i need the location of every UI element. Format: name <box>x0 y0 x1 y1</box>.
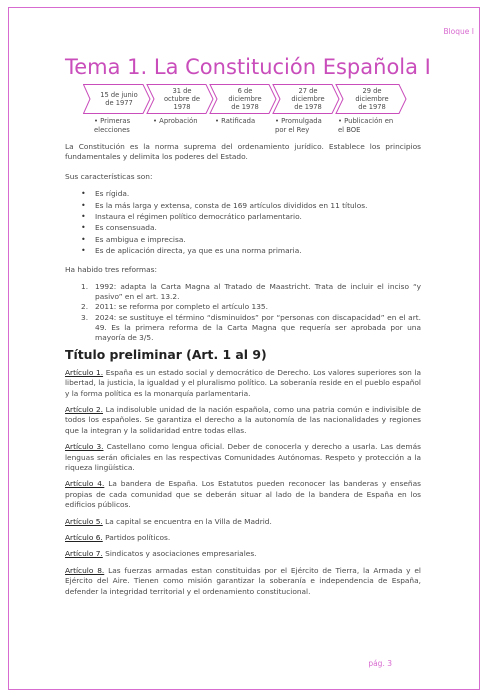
timeline-date-2-line: 1978 <box>173 103 191 111</box>
content <box>65 142 421 603</box>
article-label: Artículo 8. <box>65 565 105 575</box>
article-paragraph <box>65 517 421 527</box>
article-text: La indisoluble unidad de la nación española, como una patria común e indivisible de todos los españoles. Se garantiza el derecho a la autonomía de las nacionalidades y regiones que la integran y la solidaridad entre todas ellas. <box>65 404 421 435</box>
article-paragraph <box>65 405 421 436</box>
page-title: Tema 1. La Constitución Española I <box>65 55 431 79</box>
article-text: La bandera de España. Los Estatutos pueden reconocer las banderas y enseñas propias de cada comunidad que se deberán situar al lado de la bandera de España en los edificios públicos. <box>65 479 421 510</box>
reform-item <box>81 282 421 302</box>
reform-text: 2024: se sustituye el término “disminuidos” por “personas con discapacidad” en el art. 49. Es la primera reforma de la Carta Magna que requería ser aprobada por una mayoría de 3/5. <box>95 312 421 343</box>
timeline-event-3-line: • Ratificada <box>215 117 256 125</box>
article-text: Las fuerzas armadas estan constituidas por el Ejército de Tierra, la Armada y el Ejército del Aire. Tienen como misión garantizar la soberanía e independencia de España, defender la integridad territorial y el ordenamiento constitucional. <box>65 565 421 596</box>
reforms-title: Ha habido tres reformas: <box>65 264 157 274</box>
reform-text: 2011: se reforma por completo el artículo 135. <box>95 302 268 312</box>
article-paragraph <box>65 533 421 543</box>
article-label: Artículo 2. <box>65 404 103 414</box>
article-paragraph <box>65 566 421 597</box>
reform-item <box>81 302 421 312</box>
section-header: Bloque I <box>443 27 474 36</box>
timeline-date-3-line: 6 de <box>237 87 253 95</box>
list-item: • Es de aplicación directa, ya que es una norma primaria. <box>81 245 421 256</box>
article-label: Artículo 1. <box>65 367 104 377</box>
timeline-event-2 <box>153 117 198 126</box>
page-number: pág. 3 <box>368 659 392 668</box>
reform-text: 1992: adapta la Carta Magna al Tratado de Maastricht. Trata de incluir el inciso “y pasivo” en el art. 13.2. <box>95 282 421 302</box>
timeline-date-4 <box>280 84 336 114</box>
timeline-date-4-line: de 1978 <box>294 103 322 111</box>
article-text: La capital se encuentra en la Villa de Madrid. <box>102 516 272 526</box>
timeline-date-2-line: 31 de <box>172 87 192 95</box>
reform-number: 3. <box>81 312 89 322</box>
timeline-date-3-line: de 1978 <box>231 103 259 111</box>
timeline-event-3 <box>215 117 255 126</box>
timeline-event-2-line: • Aprobación <box>153 117 198 125</box>
timeline-event-5-line: el BOE <box>338 125 361 134</box>
timeline-event-4-line: • Promulgada <box>275 117 322 125</box>
article-text: España es un estado social y democrático de Derecho. Los valores superiores son la libertad, la justicia, la igualdad y el pluralismo político. La soberanía reside en el pueblo español y la forma política es la monarquía parlamentaria. <box>65 367 421 398</box>
intro-paragraph: La Constitución es la norma suprema del ordenamiento jurídico. Establece los principios fundamentales y delimita los poderes del Estado. <box>65 142 421 162</box>
article-label: Artículo 7. <box>65 549 103 559</box>
timeline-event-1 <box>94 117 130 134</box>
article-label: Artículo 3. <box>65 442 104 452</box>
timeline <box>83 84 407 114</box>
list-item: • Es ambigua e imprecisa. <box>81 234 421 245</box>
reform-item <box>81 313 421 344</box>
timeline-event-5-line: • Publicación en <box>338 117 394 125</box>
reforms-list <box>81 282 421 343</box>
timeline-event-1-line: elecciones <box>94 125 130 134</box>
timeline-date-1-line: de 1977 <box>105 99 133 107</box>
timeline-date-1-line: 15 de junio <box>100 91 138 99</box>
timeline-event-1-line: • Primeras <box>94 117 131 125</box>
timeline-date-1 <box>91 84 147 114</box>
timeline-event-5 <box>338 117 393 134</box>
article-label: Artículo 6. <box>65 532 103 542</box>
timeline-date-5 <box>343 84 401 114</box>
article-text: Sindicatos y asociaciones empresariales. <box>102 549 257 559</box>
timeline-date-3-line: diciembre <box>228 95 262 103</box>
list-item: • Es consensuada. <box>81 222 421 233</box>
list-item: • Instaura el régimen político democrático parlamentario. <box>81 211 421 222</box>
timeline-date-3 <box>217 84 273 114</box>
reform-number: 1. <box>81 282 89 292</box>
list-item: • Es rígida. <box>81 188 421 199</box>
article-label: Artículo 4. <box>65 479 105 489</box>
timeline-date-5-line: 29 de <box>362 87 382 95</box>
timeline-date-5-line: diciembre <box>355 95 389 103</box>
article-paragraph <box>65 442 421 473</box>
timeline-date-4-line: 27 de <box>298 87 318 95</box>
timeline-date-5-line: de 1978 <box>358 103 386 111</box>
article-paragraph <box>65 479 421 510</box>
timeline-date-4-line: diciembre <box>291 95 325 103</box>
characteristics-list <box>81 188 421 256</box>
article-text: Castellano como lengua oficial. Deber de conocerla y derecho a usarla. Las demás lenguas serán oficiales en las respectivas Comunidades Autónomas. Respeto y protección a la riqueza lingüística. <box>65 442 421 472</box>
article-paragraph <box>65 368 421 399</box>
article-text: Partidos políticos. <box>102 532 171 542</box>
timeline-event-4 <box>275 117 322 134</box>
characteristics-title: Sus características son: <box>65 171 153 181</box>
article-label: Artículo 5. <box>65 516 103 526</box>
section-heading: Título preliminar (Art. 1 al 9) <box>65 347 267 363</box>
list-item: • Es la más larga y extensa, consta de 169 artículos divididos en 11 títulos. <box>81 200 421 211</box>
timeline-date-2 <box>154 84 210 114</box>
article-paragraph <box>65 549 421 559</box>
timeline-date-2-line: octubre de <box>163 95 201 103</box>
timeline-event-4-line: por el Rey <box>275 125 310 134</box>
reform-number: 2. <box>81 302 89 312</box>
